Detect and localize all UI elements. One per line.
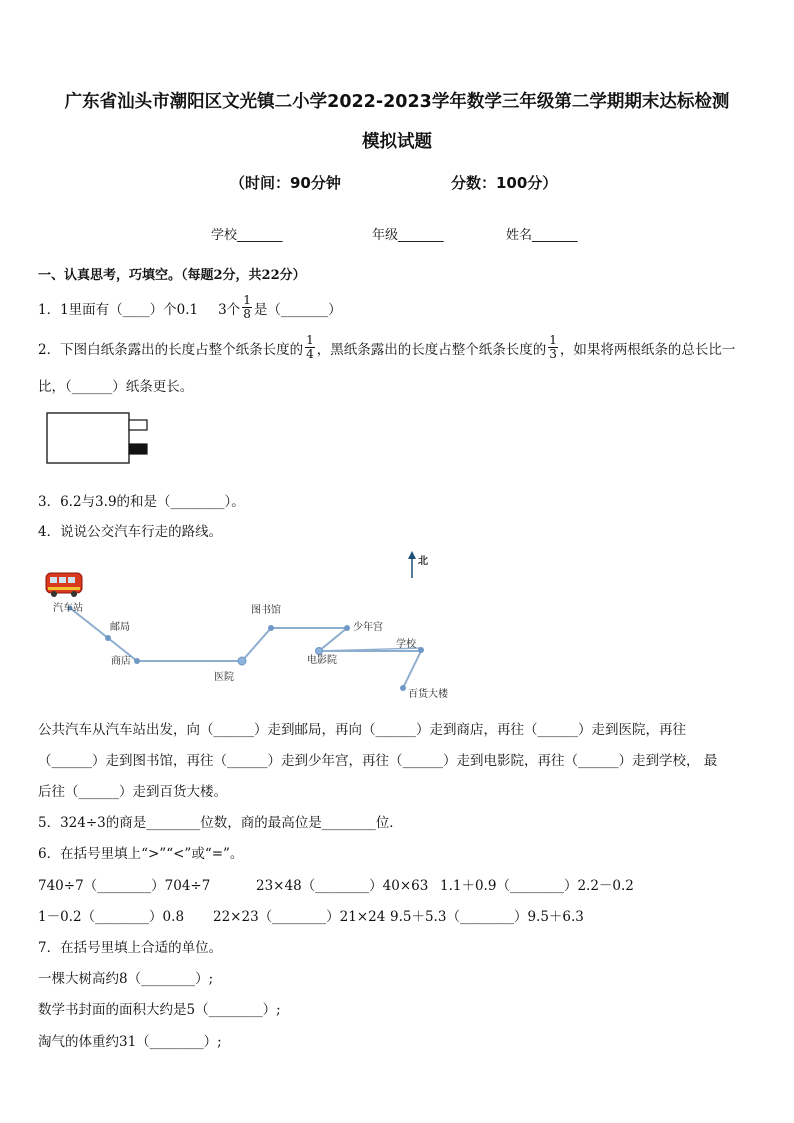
label-library: 图书馆: [251, 605, 281, 616]
q2-part-b: ，黑纸条露出的长度占整个纸条长度的: [316, 341, 547, 358]
q4-line2: （______）走到图书馆，再往（______）走到少年宫，再往（______）走到电影院，再往（______）走到学校， 最: [38, 753, 718, 769]
bus-icon: [46, 573, 82, 597]
north-label: 北: [418, 556, 428, 567]
q2-frac1-num: 1: [306, 333, 314, 347]
exam-score: 分数：100分）: [451, 174, 558, 192]
black-strip: [129, 444, 147, 454]
strip-box: [47, 413, 129, 463]
name-field[interactable]: 姓名_______: [506, 228, 578, 243]
q6-row2-b: 22×23（________）21×24: [213, 909, 386, 925]
label-school: 学校: [396, 639, 416, 650]
q6-row2-a: 1－0.2（________）0.8: [38, 909, 185, 925]
q2-fraction-1: [305, 334, 315, 361]
label-hospital: 医院: [214, 672, 234, 683]
q1-frac-num: 1: [243, 293, 251, 307]
north-arrow-head: [408, 551, 416, 559]
q6-row1-b: 23×48（________）40×63: [256, 878, 429, 894]
q2-line2: 比，（______）纸条更长。: [38, 379, 194, 395]
question-5: 5．324÷3的商是________位数，商的最高位是________位．: [38, 815, 403, 831]
q2-part-c: ，如果将两根纸条的总长比一: [559, 341, 736, 358]
route-line-west: [70, 608, 347, 661]
label-youth-palace: 少年宫: [353, 622, 383, 633]
node-post-office: [105, 635, 111, 641]
node-cinema: [316, 648, 323, 655]
question-6: 6．在括号里填上“>”“<”或“=”。: [38, 846, 244, 862]
paper-strips-figure: [44, 410, 154, 468]
q1-part-a: 1．1里面有（____）个0.1: [38, 301, 199, 318]
question-1: [38, 294, 342, 321]
label-shop: 商店: [111, 656, 131, 667]
q2-frac2-den: 3: [549, 347, 557, 361]
page-title-line1: 广东省汕头市潮阳区文光镇二小学2022-2023学年数学三年级第二学期期末达标检测: [64, 92, 730, 112]
node-dept-store: [400, 685, 406, 691]
q2-part-a: 2．下图白纸条露出的长度占整个纸条长度的: [38, 341, 304, 358]
white-strip: [129, 420, 147, 430]
q2-frac2-num: 1: [549, 333, 557, 347]
label-bus-station: 汽车站: [53, 603, 83, 614]
school-field[interactable]: 学校_______: [211, 228, 283, 243]
question-7: 7．在括号里填上合适的单位。: [38, 940, 223, 956]
q1-part-c: 是（_______）: [253, 301, 342, 318]
section1-heading: 一、认真思考，巧填空。（每题2分，共22分）: [38, 268, 306, 283]
grade-field[interactable]: 年级_______: [372, 228, 444, 243]
page-title-line2: 模拟试题: [362, 132, 432, 152]
node-library: [268, 625, 274, 631]
question-3: 3．6.2与3.9的和是（________）。: [38, 494, 245, 510]
node-school: [418, 647, 424, 653]
label-post-office: 邮局: [110, 622, 130, 633]
bus-route-map: [38, 548, 458, 708]
q2-fraction-2: [548, 334, 558, 361]
q1-fraction: [242, 294, 252, 321]
label-cinema: 电影院: [307, 655, 337, 666]
label-dept-store: 百货大楼: [408, 689, 448, 700]
question-2: [38, 334, 735, 361]
q7-item-2: 数学书封面的面积大约是5（________）;: [38, 1002, 281, 1018]
q7-item-3: 淘气的体重约31（________）;: [38, 1034, 222, 1050]
q6-row2-c: 9.5＋5.3（________）9.5＋6.3: [390, 909, 584, 925]
node-youth-palace: [344, 625, 350, 631]
q4-line3: 后往（______）走到百货大楼。: [38, 784, 227, 800]
q2-frac1-den: 4: [306, 347, 314, 361]
q4-line1: 公共汽车从汽车站出发，向（______）走到邮局，再向（______）走到商店，再往（______）走到医院，再往: [38, 722, 686, 738]
q1-frac-den: 8: [243, 307, 251, 321]
question-4: 4．说说公交汽车行走的路线。: [38, 524, 223, 540]
node-hospital: [238, 657, 246, 665]
q6-row1-a: 740÷7（________）704÷7: [38, 878, 211, 894]
node-shop: [134, 658, 140, 664]
q7-item-1: 一棵大树高约8（________）;: [38, 971, 214, 987]
q1-part-b: 3个: [218, 301, 241, 318]
exam-time: （时间：90分钟: [230, 174, 341, 192]
q6-row1-c: 1.1＋0.9（________）2.2－0.2: [440, 878, 634, 894]
